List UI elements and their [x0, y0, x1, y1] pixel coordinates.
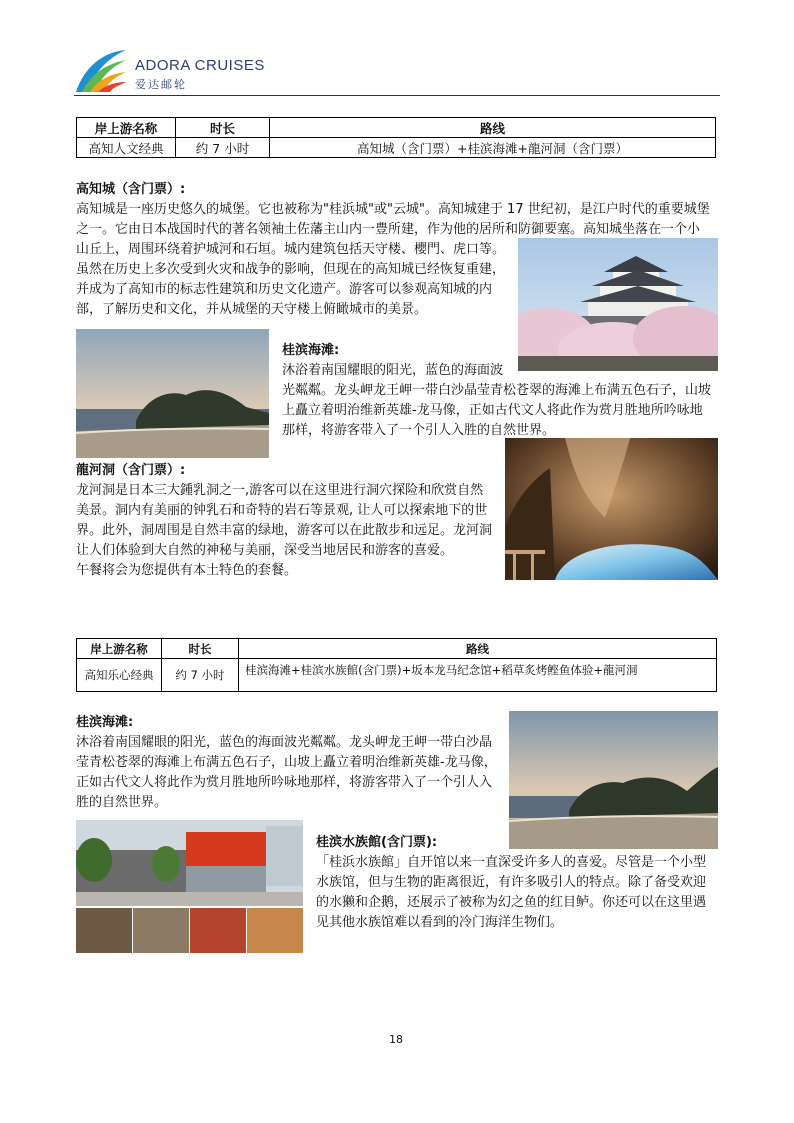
brand-name-en: ADORA CRUISES [135, 57, 265, 74]
tour-table-2 [76, 638, 717, 692]
aquarium-text: 「桂浜水族館」自开馆以来一直深受许多人的喜爱。尽管是一个小型 水族馆，但与生物的距离很近，有许多吸引人的特点。除了备受欢迎 的水獭和企鹅，还展示了被称为幻之鱼的红目鲈。你还可以在这里遇 见其他水族馆难以看到的冷门海洋生物们。 [316, 855, 707, 930]
tour-name: 高知乐心经典 [77, 659, 162, 692]
brand-name-cn: 爱达邮轮 [135, 78, 187, 91]
col-header-route: 路线 [270, 118, 716, 138]
tour-duration: 约 7 小时 [176, 138, 270, 158]
tour-table-1 [76, 117, 716, 158]
kochi-castle-photo [518, 238, 718, 371]
col-header-route: 路线 [239, 639, 717, 659]
col-header-duration: 时长 [162, 639, 239, 659]
table-row [77, 138, 716, 158]
katsurahama-text: 沐浴着南国耀眼的阳光，蓝色的海面波 光粼粼。龙头岬龙王岬一带白沙晶莹青松苍翠的海滩上布满五色石子，山坡 上矗立着明治维新英雄-龙马像，正如古代文人将此作为赏月胜地所吟咏地 那样，将游客带入了一个引人入胜的自然世界。 [282, 363, 712, 438]
page-number: 18 [389, 1033, 403, 1046]
col-header-duration: 时长 [176, 118, 270, 138]
table-row [77, 659, 717, 692]
tour-name: 高知人文经典 [77, 138, 176, 158]
section-title-ryugado: 龍河洞（含门票）: [76, 463, 186, 478]
aquarium-collage-photo [76, 820, 303, 953]
katsurahama-beach-photo-2 [509, 711, 718, 849]
col-header-name: 岸上游名称 [77, 118, 176, 138]
col-header-name: 岸上游名称 [77, 639, 162, 659]
tour-duration: 约 7 小时 [162, 659, 239, 692]
section-title-aquarium: 桂滨水族館(含门票): [316, 835, 438, 850]
ryugado-text: 龙河洞是日本三大鍾乳洞之一,游客可以在这里进行洞穴探险和欣赏自然 美景。洞内有美丽的钟乳石和奇特的岩石等景观, 让人可以探索地下的世 界。此外，洞周围是自然丰富的绿地，游客可以在此散步和远足。龙河洞 让人们体验到大自然的神秘与美丽，深受当地居民和游客的喜爱。 午餐将会为您提供有本土特色的套餐。 [76, 483, 493, 578]
tour-route: 桂滨海滩+桂滨水族館(含门票)+坂本龙马纪念馆+稻草炙烤鲣鱼体验+龍河洞 [239, 659, 717, 692]
kochi-castle-text: 高知城是一座历史悠久的城堡。它也被称为"桂浜城"或"云城"。高知城建于 17 世纪初，是江户时代的重要城堡 之一。它由日本战国时代的著名领袖土佐藩主山内一豊所建，作为他的居所和防御要塞。高知城坐落在一个小 山丘上，周围环绕着护城河和石垣。城内建筑包括天守楼、櫻門、虎口等。 虽然在历史上多次受到火灾和战争的影响，但现在的高知城已经恢复重建， 并成为了高知市的标志性建筑和历史文化遗产。游客可以参观高知城的内 部，了解历史和文化，并从城堡的天守楼上俯瞰城市的美景。 [76, 202, 710, 317]
katsurahama-beach-photo [76, 329, 269, 458]
section-title-katsurahama-2: 桂滨海滩: [76, 715, 134, 730]
tour-route: 高知城（含门票）+桂滨海滩+龍河洞（含门票） [270, 138, 716, 158]
ryugado-cave-photo [505, 438, 718, 580]
section-title-kochi-castle: 高知城（含门票）: [76, 182, 186, 197]
adora-logo [74, 48, 130, 94]
section-title-katsurahama: 桂滨海滩: [282, 343, 340, 358]
header-divider [74, 95, 720, 96]
katsurahama-2-text: 沐浴着南国耀眼的阳光，蓝色的海面波光粼粼。龙头岬龙王岬一带白沙晶 莹青松苍翠的海滩上布满五色石子，山坡上矗立着明治维新英雄-龙马像， 正如古代文人将此作为赏月胜地所吟咏地那样，将游客带入了一个引人入 胜的自然世界。 [76, 735, 497, 810]
